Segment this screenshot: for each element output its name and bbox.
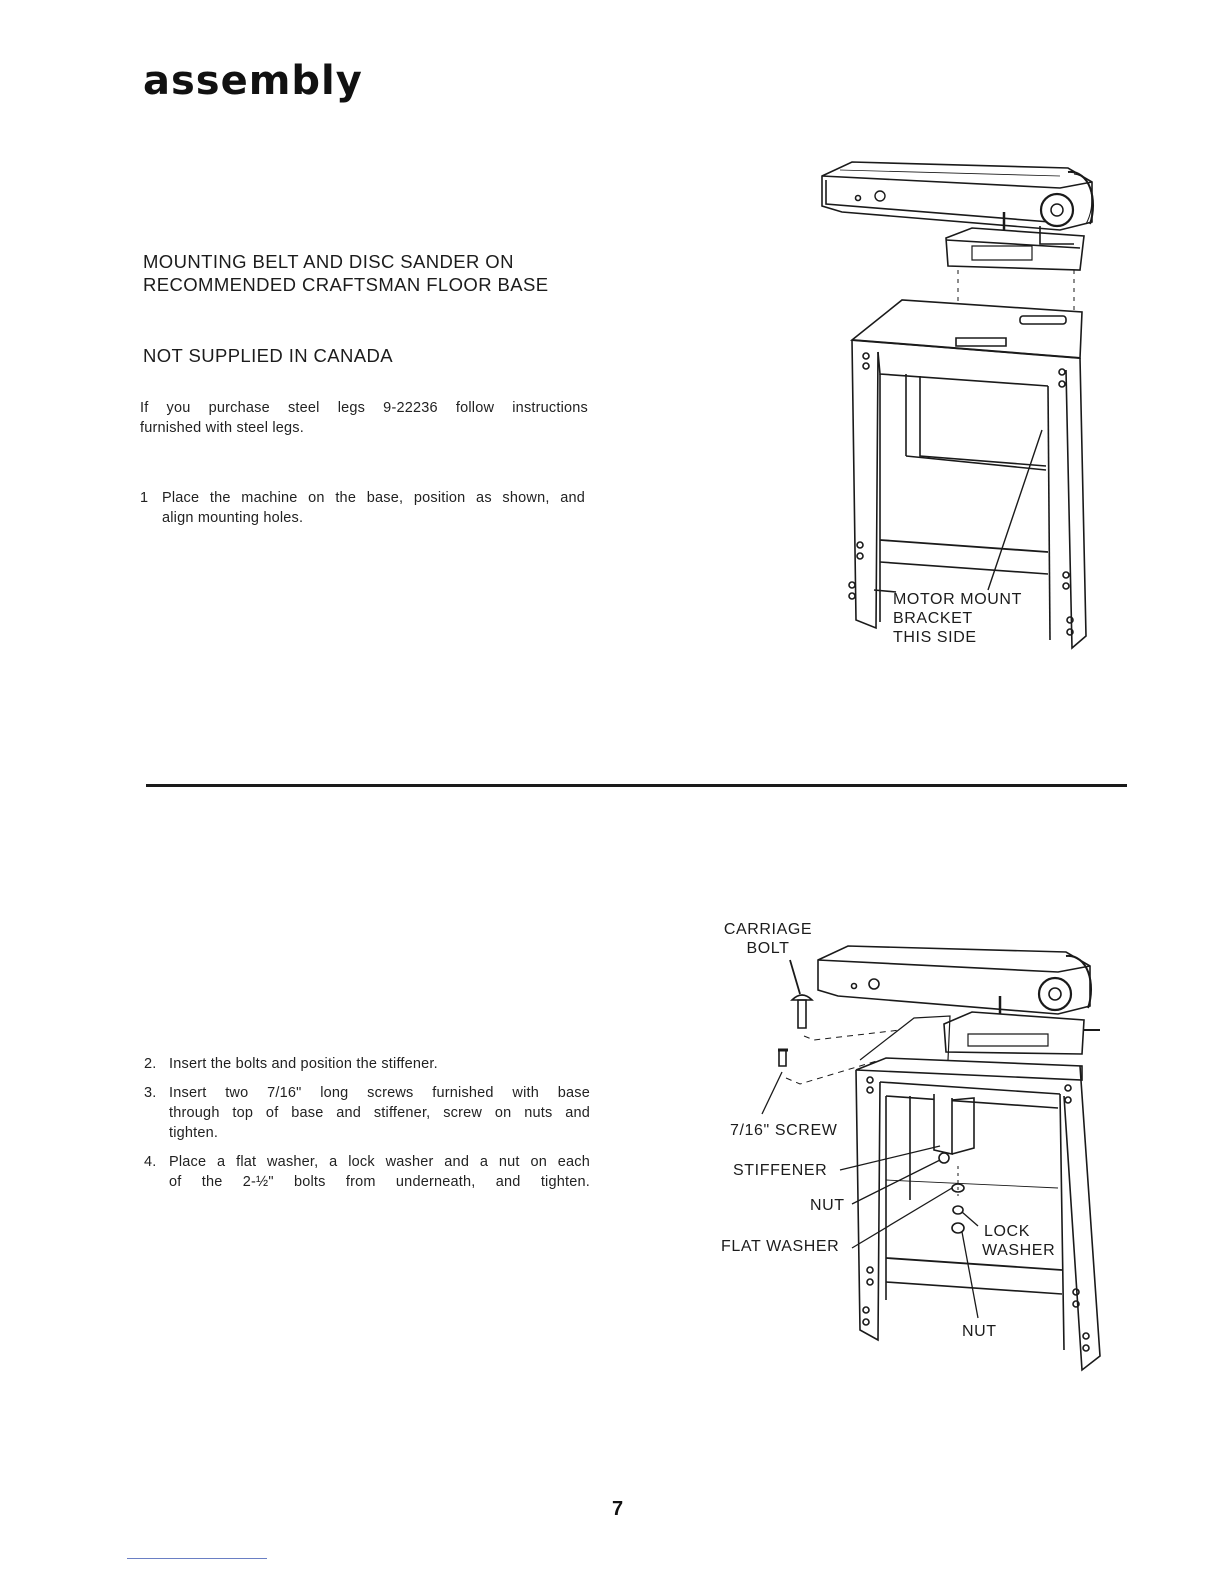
stiffener-label: STIFFENER: [733, 1162, 828, 1179]
step-2-line-1: Insert the bolts and position the stiffener.: [169, 1056, 438, 1072]
section-subheading: NOT SUPPLIED IN CANADA: [143, 345, 394, 366]
screw-label: 7/16" SCREW: [730, 1122, 838, 1139]
page-title: assembly: [143, 58, 363, 104]
step-4-number: 4.: [144, 1154, 157, 1170]
step-3-number: 3.: [144, 1085, 157, 1101]
step-1-line-1: Place the machine on the base, position as shown, and: [162, 490, 585, 506]
step-1-line-2: align mounting holes.: [162, 510, 304, 526]
step-4-line-1: Place a flat washer, a lock washer and a nut on each: [169, 1154, 590, 1170]
motor-mount-label-line-3: THIS SIDE: [893, 629, 977, 646]
lock-washer-label-line-2: WASHER: [982, 1242, 1056, 1259]
lock-washer-label-line-1: LOCK: [984, 1223, 1030, 1240]
section-heading-line-2: RECOMMENDED CRAFTSMAN FLOOR BASE: [143, 274, 549, 295]
carriage-bolt-label-line-1: CARRIAGE: [723, 921, 813, 938]
leader-lines-2: [840, 1146, 978, 1318]
page-number: 7: [612, 1498, 624, 1520]
motor-mount-2: [944, 1012, 1084, 1054]
flat-washer-label: FLAT WASHER: [721, 1238, 840, 1255]
step-4-line-2: of the 2-½" bolts from underneath, and tighten.: [169, 1174, 590, 1190]
lock-washer-label: [982, 1222, 1055, 1260]
nut-label-left: NUT: [810, 1197, 845, 1214]
step-2-number: 2.: [144, 1056, 157, 1072]
intro-line-2: furnished with steel legs.: [140, 420, 304, 436]
step-3-line-2: through top of base and stiffener, screw on nuts and: [169, 1105, 590, 1121]
footer-rule: [127, 1558, 267, 1559]
carriage-bolt-label: [721, 920, 815, 958]
nut-label-bottom: NUT: [962, 1323, 997, 1340]
intro-line-1: If you purchase steel legs 9-22236 follow instructions: [140, 400, 588, 416]
carriage-bolt-label-line-2: BOLT: [746, 940, 790, 957]
step-1-number: 1: [140, 490, 149, 506]
motor-mount-label-line-1: MOTOR MOUNT: [893, 591, 1022, 608]
step-3-line-1: Insert two 7/16" long screws furnished with base: [169, 1085, 590, 1101]
section-heading-line-1: MOUNTING BELT AND DISC SANDER ON: [143, 251, 514, 272]
step-3-line-3: tighten.: [169, 1125, 219, 1141]
motor-mount-label-line-2: BRACKET: [893, 610, 973, 627]
